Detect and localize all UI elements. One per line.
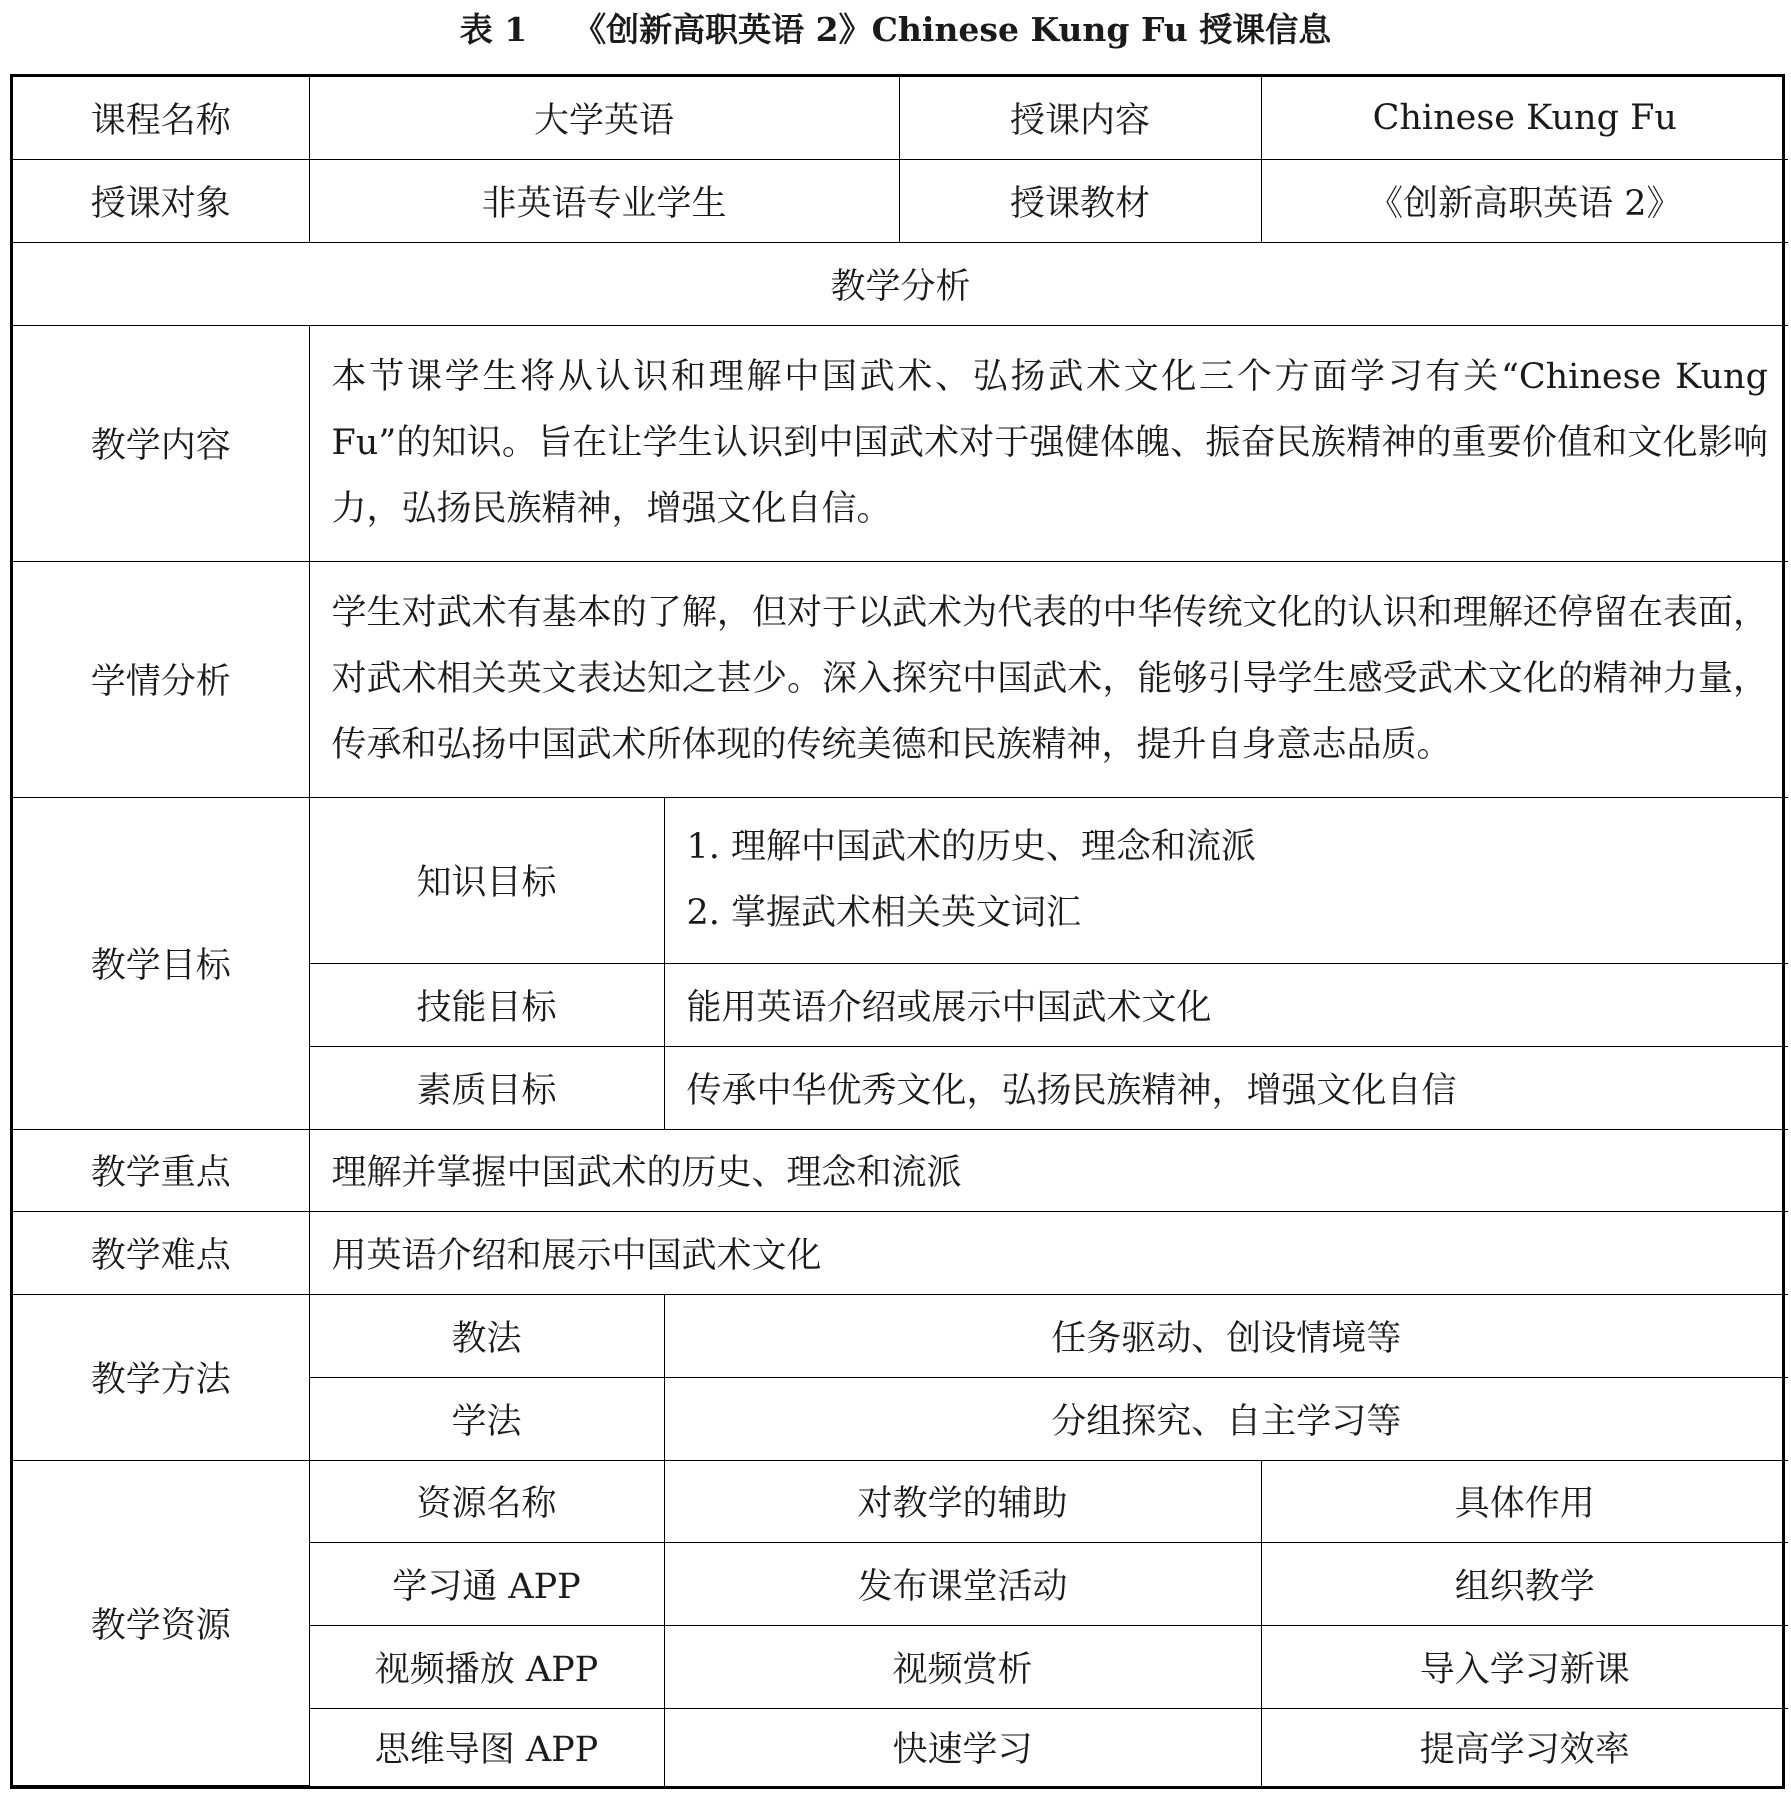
table-row [13,1460,1788,1542]
course-info-table [10,74,1785,1789]
resource-name: 学习通 APP [309,1542,664,1625]
content-label: 授课内容 [899,77,1261,159]
table-row [13,561,1788,797]
key-points-label: 教学重点 [13,1129,309,1211]
difficulties-value: 用英语介绍和展示中国武术文化 [309,1211,1788,1294]
resource-assist: 快速学习 [664,1708,1261,1786]
analysis-header: 教学分析 [13,242,1788,325]
table-caption [0,6,1791,54]
methods-label: 教学方法 [13,1294,309,1460]
resource-assist: 视频赏析 [664,1625,1261,1708]
skill-value: 能用英语介绍或展示中国武术文化 [664,963,1788,1046]
textbook-value: 《创新高职英语 2》 [1261,159,1788,242]
list-item: 2. 掌握武术相关英文词汇 [686,893,1082,933]
quality-value: 传承中华优秀文化，弘扬民族精神，增强文化自信 [664,1046,1788,1129]
resources-header-role: 具体作用 [1261,1460,1788,1542]
table-row [13,1211,1788,1294]
table-row [13,1294,1788,1377]
list-item: 1. 理解中国武术的历史、理念和流派 [686,827,1257,867]
teaching-content-label: 教学内容 [13,325,309,561]
learning-method-value: 分组探究、自主学习等 [664,1377,1788,1460]
course-name-label: 课程名称 [13,77,309,159]
target-label: 授课对象 [13,159,309,242]
learner-analysis-label: 学情分析 [13,561,309,797]
table-row [13,159,1788,242]
textbook-label: 授课教材 [899,159,1261,242]
teaching-content-text: 本节课学生将从认识和理解中国武术、弘扬武术文化三个方面学习有关“Chinese Kung Fu”的知识。旨在让学生认识到中国武术对于强健体魄、振奋民族精神的重要价值和文化影响力，弘扬民族精神，增强文化自信。 [309,325,1788,561]
teaching-method-value: 任务驱动、创设情境等 [664,1294,1788,1377]
resource-name: 视频播放 APP [309,1625,664,1708]
key-points-value: 理解并掌握中国武术的历史、理念和流派 [309,1129,1788,1211]
skill-label: 技能目标 [309,963,664,1046]
resource-role: 组织教学 [1261,1542,1788,1625]
table-row [13,1129,1788,1211]
caption-label: 表 1 [459,10,528,49]
knowledge-list [664,797,1788,963]
learning-method-label: 学法 [309,1377,664,1460]
knowledge-label: 知识目标 [309,797,664,963]
target-value: 非英语专业学生 [309,159,899,242]
difficulties-label: 教学难点 [13,1211,309,1294]
resource-role: 提高学习效率 [1261,1708,1788,1786]
content-value: Chinese Kung Fu [1261,77,1788,159]
learner-analysis-text: 学生对武术有基本的了解，但对于以武术为代表的中华传统文化的认识和理解还停留在表面，对武术相关英文表达知之甚少。深入探究中国武术，能够引导学生感受武术文化的精神力量，传承和弘扬中国武术所体现的传统美德和民族精神，提升自身意志品质。 [309,561,1788,797]
course-name-value: 大学英语 [309,77,899,159]
table-row [13,242,1788,325]
objectives-label: 教学目标 [13,797,309,1129]
resources-header-assist: 对教学的辅助 [664,1460,1261,1542]
table-row [13,325,1788,561]
quality-label: 素质目标 [309,1046,664,1129]
resource-role: 导入学习新课 [1261,1625,1788,1708]
teaching-method-label: 教法 [309,1294,664,1377]
table-row [13,797,1788,963]
resource-name: 思维导图 APP [309,1708,664,1786]
resources-label: 教学资源 [13,1460,309,1786]
resources-header-name: 资源名称 [309,1460,664,1542]
resource-assist: 发布课堂活动 [664,1542,1261,1625]
caption-title: 《创新高职英语 2》Chinese Kung Fu 授课信息 [573,10,1332,49]
table-row [13,77,1788,159]
